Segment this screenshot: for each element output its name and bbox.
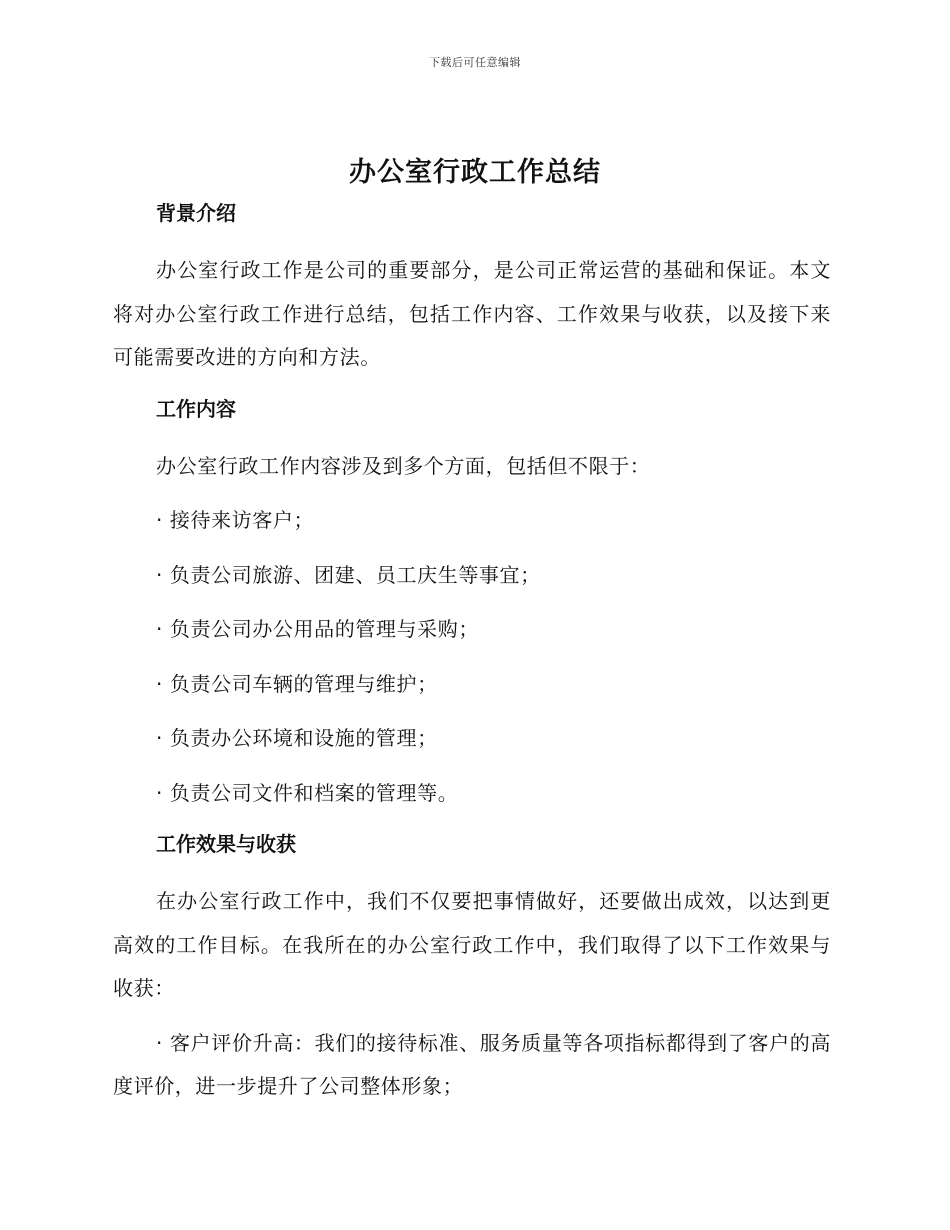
list-item: · 负责办公环境和设施的管理； bbox=[156, 726, 438, 750]
list-item: · 负责公司旅游、团建、员工庆生等事宜； bbox=[156, 562, 541, 587]
list-item: · 负责公司文件和档案的管理等。 bbox=[156, 780, 459, 805]
list-item: · 负责公司车辆的管理与维护； bbox=[156, 671, 438, 696]
list-item: · 客户评价升高：我们的接待标准、服务质量等各项指标都得到了客户的高度评价，进一步提升了公司整体形象； bbox=[113, 1030, 831, 1098]
list-item: · 负责公司办公用品的管理与采购； bbox=[156, 617, 479, 641]
section-heading-background: 背景介绍 bbox=[156, 201, 236, 225]
document-body bbox=[113, 195, 831, 1109]
page-header-note: 下载后可任意编辑 bbox=[429, 56, 521, 69]
list-item: · 接待来访客户； bbox=[156, 508, 315, 532]
background-paragraph: 办公室行政工作是公司的重要部分，是公司正常运营的基础和保证。本文将对办公室行政工作进行总结，包括工作内容、工作效果与收获，以及接下来可能需要改进的方向和方法。 bbox=[113, 258, 831, 369]
section-heading-results: 工作效果与收获 bbox=[156, 832, 296, 856]
results-paragraph: 在办公室行政工作中，我们不仅要把事情做好，还要做出成效，以达到更高效的工作目标。在我所在的办公室行政工作中，我们取得了以下工作效果与收获： bbox=[113, 889, 831, 1000]
document-title: 办公室行政工作总结 bbox=[349, 157, 601, 188]
work-content-intro: 办公室行政工作内容涉及到多个方面，包括但不限于： bbox=[156, 453, 651, 478]
section-heading-work-content: 工作内容 bbox=[156, 396, 236, 421]
